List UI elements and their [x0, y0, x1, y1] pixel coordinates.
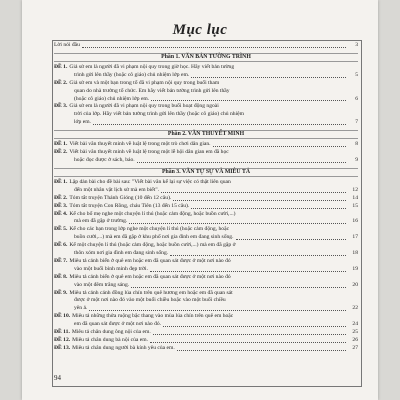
entry-text: đến một nhân vật lịch sử mà em biết". [74, 186, 160, 193]
entry-text: hoặc đọc được ở sách, báo. [74, 156, 135, 163]
entry-label: ĐỀ 5. [54, 226, 68, 233]
entry-label: ĐỀ 11. [54, 329, 70, 336]
entry-text: thôn xóm nơi gia đình em đang sinh sống. [74, 250, 169, 257]
dot-leader [153, 334, 346, 335]
dot-leader [170, 255, 346, 256]
entry-text: lớp em. [74, 119, 91, 126]
entry-text: Tóm tắt truyện Con Rồng, cháu Tiên (13 đến 15 câu). [69, 202, 190, 209]
entry-text: trình gửi lên thầy (hoặc cô giáo) chủ nhiệm lớp em. [74, 71, 190, 78]
entry-text: mà em đã gặp ở trường. [74, 218, 128, 225]
entry-label: ĐỀ 1. [54, 178, 68, 185]
section-heading: Phần 2. VĂN THUYẾT MINH [54, 130, 358, 139]
entry-text: vào một buổi bình minh đẹp trời. [74, 265, 148, 272]
dot-leader [129, 223, 346, 224]
entry-label: ĐỀ 10. [54, 313, 71, 320]
entry-page-number: 19 [352, 265, 358, 272]
dot-leader [131, 287, 346, 288]
dot-leader [89, 310, 346, 311]
entry-text: em đã quan sát được ở một nơi nào đó. [74, 321, 162, 328]
entry-label: ĐỀ 3. [54, 103, 68, 110]
toc-entry[interactable] [54, 345, 358, 353]
toc-entry[interactable] [54, 179, 358, 195]
entry-text: Lập dàn bài cho đề bài sau: "Viết bài văn kể lại sự việc có thật liên quan [69, 178, 231, 185]
toc-entry[interactable] [54, 258, 358, 274]
section-heading: Phần 1. VĂN BẢN TƯỜNG TRÌNH [54, 53, 358, 62]
dot-leader [150, 342, 346, 343]
entry-text: Kể một chuyện lí thú (hoặc cảm động, hoặc buồn cười,...) mà em đã gặp ở [69, 242, 236, 249]
entry-label: ĐỀ 4. [54, 210, 68, 217]
entry-page-number: 14 [352, 194, 358, 201]
toc-entry[interactable] [54, 313, 358, 329]
entry-text: Giả sử em là người đã vi phạm nội quy trong buổi hoạt động ngoài [69, 103, 219, 110]
entry-page-number: 15 [352, 202, 358, 209]
entry-text: Viết bài văn thuyết minh về luật lệ trong một trò chơi dân gian. [69, 141, 211, 148]
entry-text: yên ả. [74, 305, 88, 312]
entry-label: ĐỀ 2. [54, 194, 68, 201]
entry-text: Miêu tả chân dung người bà kính yêu của em. [72, 344, 175, 351]
dot-leader [137, 162, 346, 163]
entry-page-number: 17 [352, 234, 358, 241]
entry-label: ĐỀ 3. [54, 202, 68, 209]
toc-entry[interactable] [54, 226, 358, 242]
entry-text: Miêu tả chân dung bà nội của em. [72, 337, 148, 343]
entry-page-number: 27 [352, 344, 358, 351]
toc-entry[interactable] [54, 211, 358, 227]
entry-page-number: 24 [352, 321, 358, 328]
entry-text: Giả sử em và một bạn trong tổ đã vi phạm nội quy trong buổi tham [69, 79, 220, 86]
section-heading: Phần 3. VĂN TỰ SỰ VÀ MIÊU TẢ [54, 168, 358, 177]
entry-text: vào một đêm trăng sáng. [74, 281, 130, 288]
toc-entry[interactable] [54, 80, 358, 104]
entry-text: Lời nói đầu [54, 42, 80, 48]
dot-leader [173, 200, 346, 201]
entry-text: Giả sử em là người đã vi phạm nội quy trong giờ học. Hãy viết bản tường [69, 63, 235, 70]
entry-page-number: 12 [352, 186, 358, 193]
toc-entry[interactable] [54, 103, 358, 127]
dot-leader [213, 146, 346, 147]
dot-leader [82, 47, 346, 48]
toc-entry[interactable] [54, 329, 358, 337]
entry-text: buồn cười,...) mà em đã gặp ở khu phố nơi gia đình em đang sinh sống. [74, 234, 234, 241]
entry-label: ĐỀ 1. [54, 141, 68, 148]
toc-entry[interactable] [54, 42, 358, 50]
entry-page-number: 25 [352, 329, 358, 336]
entry-text: Miêu tả cảnh biển ở quê em hoặc em đã quan sát được ở một nơi nào đó [69, 257, 231, 264]
dot-leader [191, 77, 346, 78]
entry-label: ĐỀ 2. [54, 79, 68, 86]
entry-text: được ở một nơi nào đó vào một buổi chiều hoặc vào một buổi chiều [74, 297, 226, 304]
entry-label: ĐỀ 12. [54, 337, 71, 343]
entry-page-number: 9 [355, 156, 358, 163]
entry-label: ĐỀ 7. [54, 257, 68, 264]
entry-label: ĐỀ 6. [54, 242, 68, 249]
toc-entry[interactable] [54, 242, 358, 258]
entry-page-number: 7 [355, 119, 358, 126]
entry-page-number: 22 [352, 305, 358, 312]
dot-leader [163, 326, 346, 327]
entry-page-number: 3 [355, 42, 358, 48]
entry-page-number: 26 [352, 337, 358, 343]
page-title: Mục lục [172, 22, 228, 38]
dot-leader [150, 271, 346, 272]
table-of-contents [54, 42, 358, 353]
entry-label: ĐỀ 9. [54, 289, 68, 296]
entry-page-number: 6 [355, 95, 358, 102]
dot-leader [161, 192, 346, 193]
dot-leader [177, 350, 346, 351]
entry-page-number: 20 [352, 281, 358, 288]
entry-label: ĐỀ 13. [54, 344, 71, 351]
toc-entry[interactable] [54, 149, 358, 165]
page-number: 94 [54, 374, 61, 382]
entry-text: Kể cho bố mẹ nghe một chuyện lí thú (hoặc cảm động, hoặc buồn cười,...) [69, 210, 236, 217]
entry-label: ĐỀ 1. [54, 63, 68, 70]
dot-leader [151, 100, 346, 101]
entry-text: Tóm tắt truyện Thánh Gióng (10 đến 12 câu). [69, 194, 172, 201]
entry-text: Kể cho các bạn trong lớp nghe một chuyện lí thú (hoặc cảm động, hoặc [69, 226, 230, 233]
entry-page-number: 8 [355, 141, 358, 148]
entry-text: quan do nhà trường tổ chức. Em hãy viết bản tường trình gửi lên thầy [74, 87, 230, 94]
toc-entry[interactable] [54, 64, 358, 80]
entry-text: (hoặc cô giáo) chủ nhiệm lớp em. [74, 95, 150, 102]
entry-text: trời của lớp. Hãy viết bản tường trình gửi lên thầy (hoặc cô giáo) chủ nhiệm [74, 111, 244, 118]
toc-entry[interactable] [54, 203, 358, 211]
entry-text: Miêu tả những thửa ruộng bậc thang vào mùa lúa chín trên quê em hoặc [72, 313, 234, 320]
entry-page-number: 5 [355, 71, 358, 78]
toc-entry[interactable] [54, 290, 358, 314]
toc-entry[interactable] [54, 141, 358, 149]
dot-leader [236, 239, 347, 240]
toc-entry[interactable] [54, 195, 358, 203]
entry-text: Viết bài văn thuyết minh về luật lệ trong một lễ hội dân gian em đã học [69, 149, 229, 156]
entry-page-number: 16 [352, 218, 358, 225]
toc-entry[interactable] [54, 274, 358, 290]
entry-page-number: 18 [352, 250, 358, 257]
entry-text: Miêu tả chân dung ông nội của em. [71, 329, 151, 336]
dot-leader [93, 124, 346, 125]
entry-label: ĐỀ 2. [54, 149, 68, 156]
book-page [22, 0, 378, 400]
entry-text: Miêu tả cảnh cánh đồng lúa chín trên quê hương em hoặc em đã quan sát [69, 289, 233, 296]
entry-text: Miêu tả cảnh biển ở quê em hoặc em đã quan sát được ở một nơi nào đó [69, 273, 231, 280]
toc-entry[interactable] [54, 337, 358, 345]
dot-leader [191, 208, 346, 209]
entry-label: ĐỀ 8. [54, 273, 68, 280]
